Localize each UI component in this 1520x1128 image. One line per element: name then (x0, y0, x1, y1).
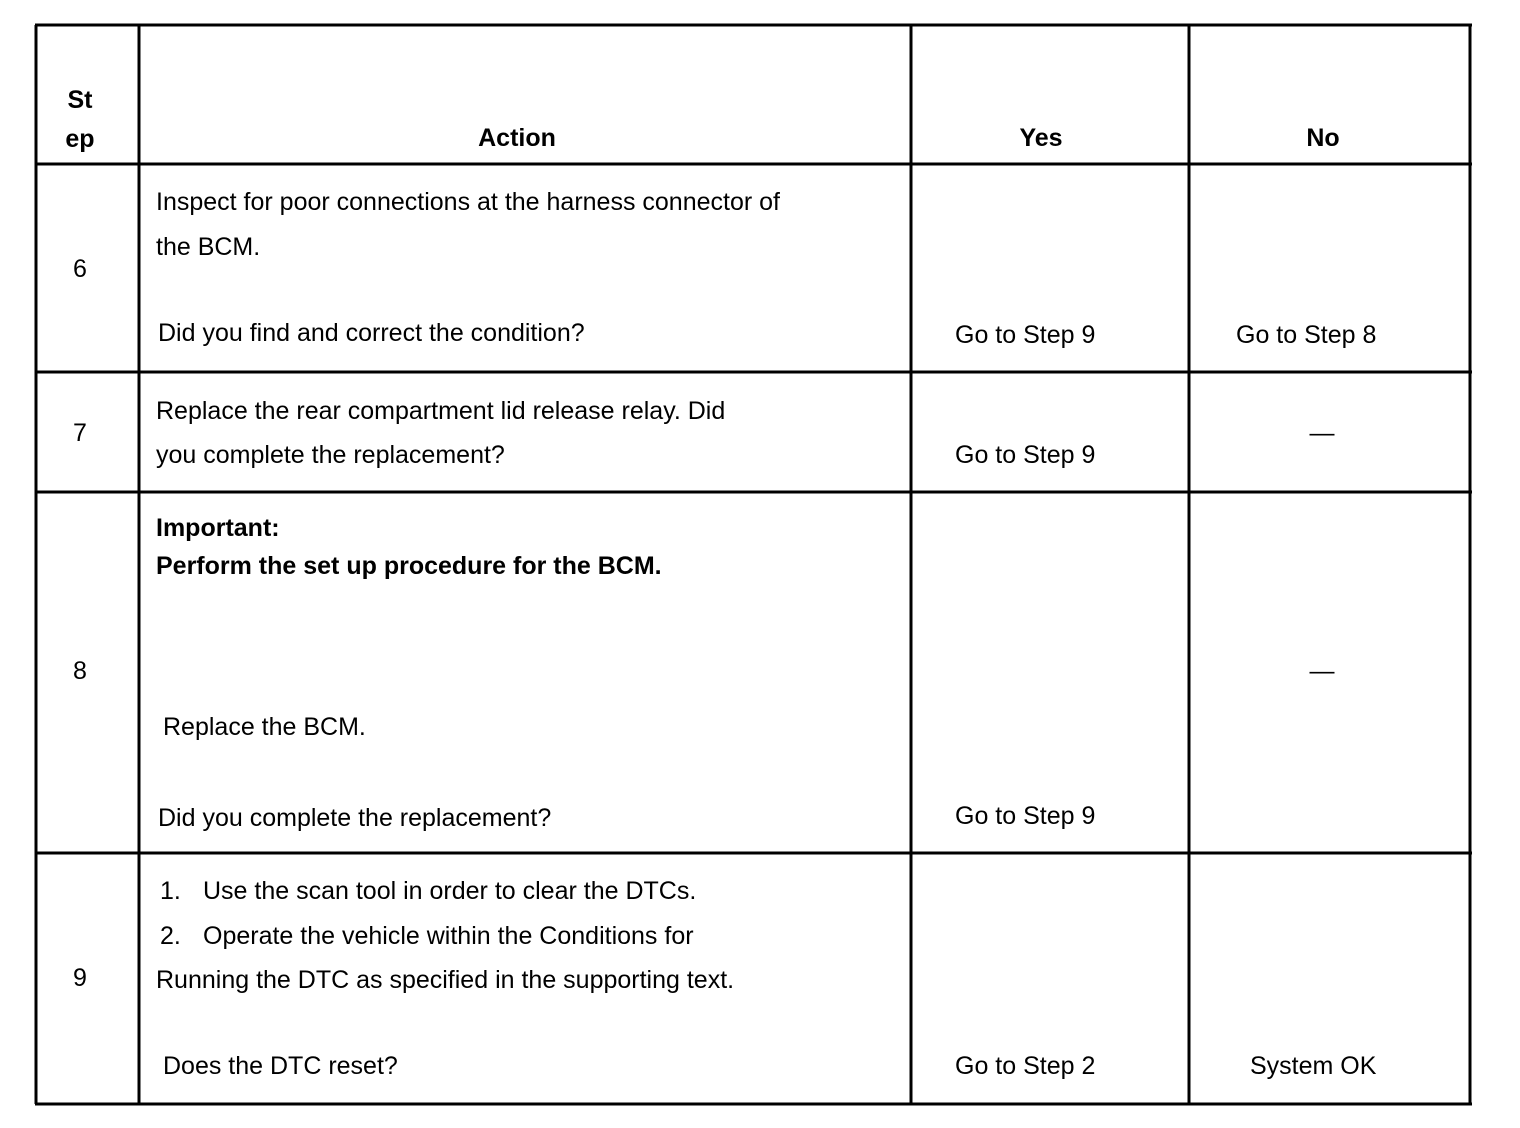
step-number: 6 (73, 255, 87, 283)
no-result: — (1309, 657, 1335, 685)
action-question: Does the DTC reset? (163, 1052, 398, 1080)
list-number: 1. (160, 877, 181, 905)
yes-result: Go to Step 9 (955, 441, 1096, 469)
yes-result: Go to Step 9 (955, 802, 1096, 830)
important-label: Important: (156, 514, 280, 542)
list-item-continuation: Running the DTC as specified in the supporting text. (156, 966, 735, 994)
yes-result: Go to Step 2 (955, 1052, 1096, 1080)
list-item-text: Operate the vehicle within the Conditions for (203, 922, 694, 950)
step-number: 8 (73, 657, 87, 685)
no-result: — (1309, 419, 1335, 447)
step-number: 9 (73, 964, 87, 992)
header-step-line1: St (67, 86, 93, 114)
yes-result: Go to Step 9 (955, 321, 1096, 349)
header-no: No (1306, 124, 1340, 152)
header-action: Action (478, 124, 556, 152)
action-text: Replace the rear compartment lid release relay. Did (156, 397, 726, 425)
no-result: Go to Step 8 (1236, 321, 1377, 349)
step-number: 7 (73, 419, 87, 447)
action-question: Did you find and correct the condition? (158, 319, 585, 347)
header-step-line2: ep (65, 125, 95, 153)
action-text: Replace the BCM. (163, 713, 366, 741)
important-text: Perform the set up procedure for the BCM. (156, 552, 662, 580)
list-item-text: Use the scan tool in order to clear the DTCs. (203, 877, 697, 905)
no-result: System OK (1250, 1052, 1377, 1080)
action-text: you complete the replacement? (156, 441, 505, 469)
header-yes: Yes (1019, 124, 1063, 152)
action-text: the BCM. (156, 233, 261, 261)
list-number: 2. (160, 922, 181, 950)
action-question: Did you complete the replacement? (158, 804, 552, 832)
action-text: Inspect for poor connections at the harness connector of (156, 188, 780, 216)
